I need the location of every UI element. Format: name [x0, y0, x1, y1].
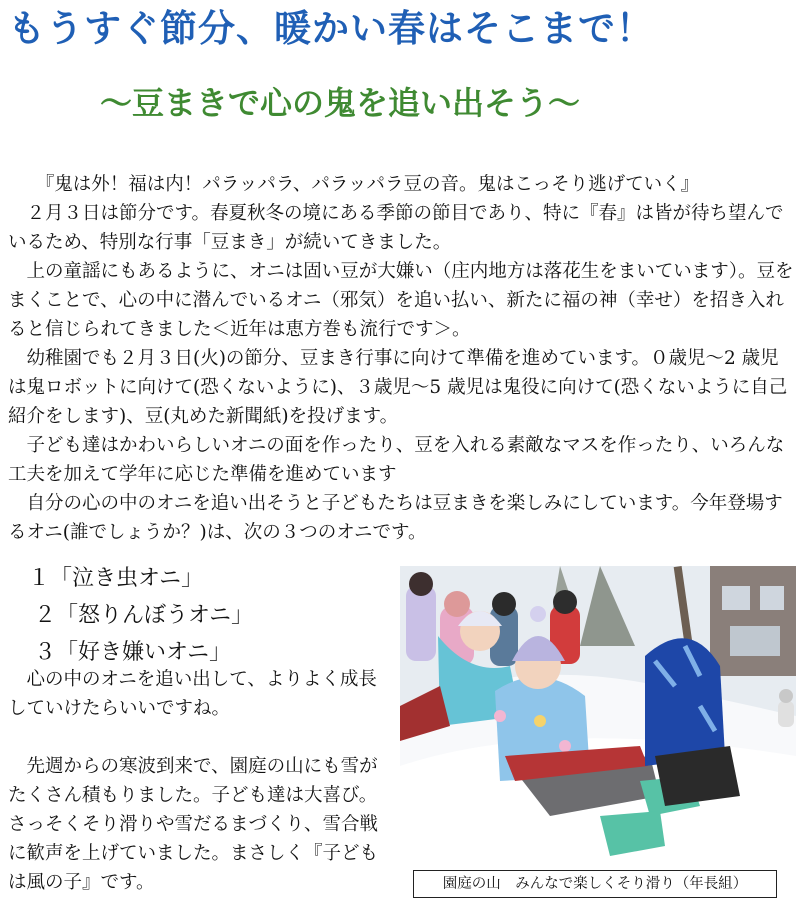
paragraph-setsubun: ２月３日は節分です。春夏秋冬の境にある季節の節目であり、特に『春』は皆が待ち望んでいるため、特別な行事「豆まき」が続いてきました。: [8, 203, 784, 253]
paragraph-oni-beans: 上の童謡にもあるように、オニは固い豆が大嫌い（庄内地方は落花生をまいています）。豆をまくことで、心の中に潜んでいるオニ（邪気）を追い払い、新たに福の神（幸せ）を招き入れると信じられてきました＜近年は恵方巻も流行です＞。: [8, 261, 794, 340]
page-title: もうすぐ節分、暖かい春はそこまで！: [8, 7, 654, 50]
paragraph-preparation: 子ども達はかわいらしいオニの面を作ったり、豆を入れる素敵なマスを作ったり、いろんな工夫を加えて学年に応じた準備を進めています: [8, 435, 785, 485]
song-quote: 『鬼は外！福は内！パラッパラ、パラッパラ豆の音。鬼はこっそり逃げていく』: [35, 174, 700, 195]
sledding-photo: [400, 566, 796, 870]
oni-list-item: ２「怒りんぼうオニ」: [34, 603, 254, 628]
sledding-illustration: [400, 566, 796, 870]
oni-list-item: １「泣き虫オニ」: [28, 566, 204, 591]
paragraph-intro-oni: 自分の心の中のオニを追い出そうと子どもたちは豆まきを楽しみにしています。今年登場するオニ(誰でしょうか？)は、次の３つのオニです。: [8, 493, 783, 543]
oni-list-item: ３「好き嫌いオニ」: [34, 640, 232, 665]
page-subtitle: ～豆まきで心の鬼を追い出そう～: [100, 84, 581, 122]
paragraph-kindergarten: 幼稚園でも２月３日(火)の節分、豆まき行事に向けて準備を進めています。０歳児～2 歳児は鬼ロボットに向けて(恐くないように)、３歳児～5 歳児は鬼役に向けて(恐くないように自己紹介をします)、豆(丸めた新聞紙)を投げます。: [8, 348, 788, 427]
snow-paragraph: 先週からの寒波到来で、園庭の山にも雪がたくさん積もりました。子ども達は大喜び。さっそくそり滑りや雪だるまづくり、雪合戦に歓声を上げていました。まさしく『子どもは風の子』です。: [8, 756, 379, 893]
article-body: [8, 170, 796, 547]
oni-list: [28, 560, 388, 671]
left-column: [8, 665, 392, 897]
photo-caption: 園庭の山 みんなで楽しくそり滑り（年長組）: [413, 870, 777, 898]
closing-paragraph: 心の中のオニを追い出して、よりよく成長していけたらいいですね。: [8, 669, 377, 719]
